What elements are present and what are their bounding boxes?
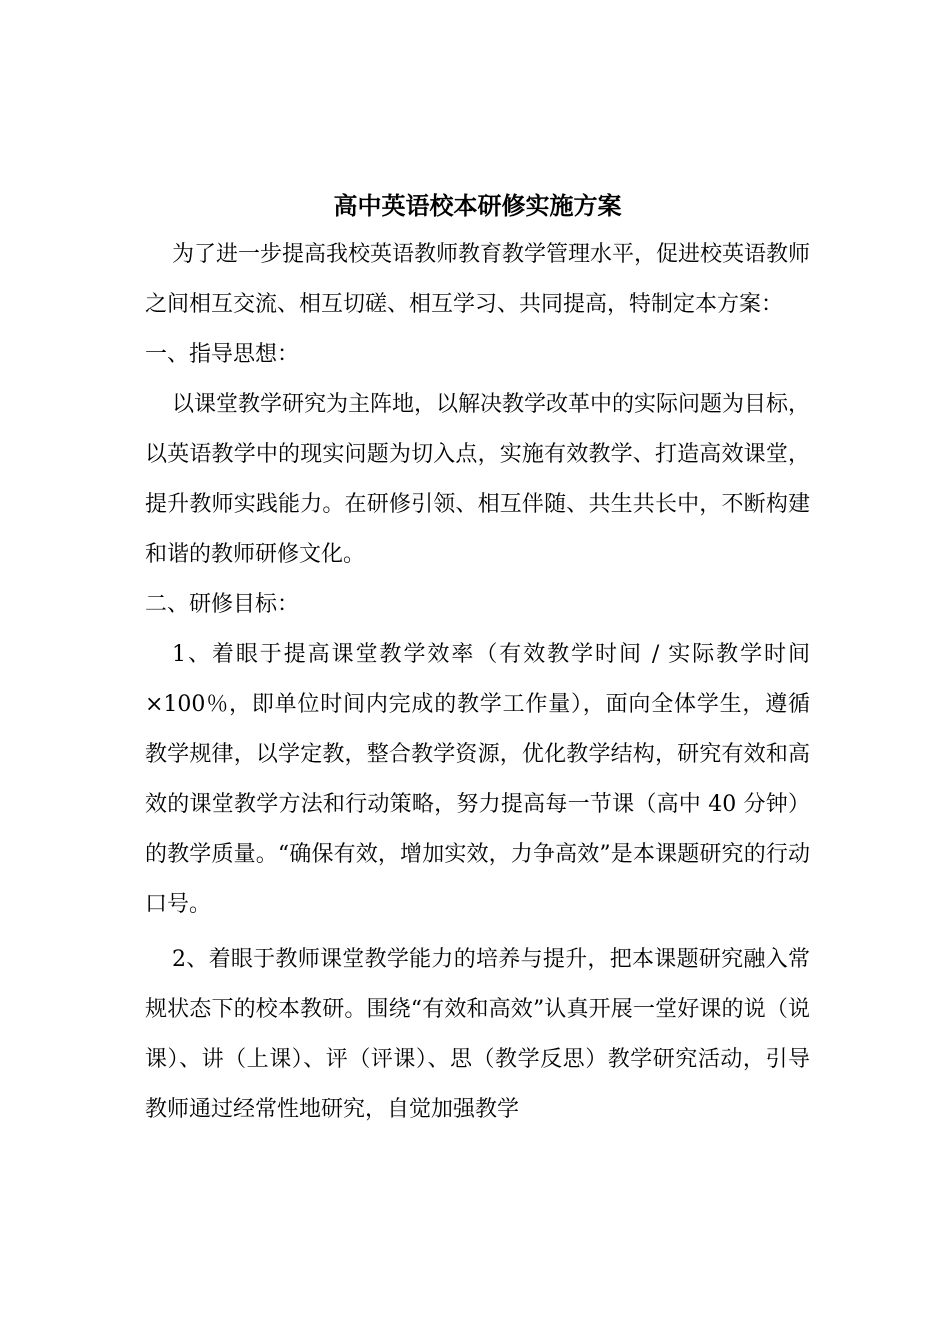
document-body bbox=[145, 184, 810, 1135]
goal-paragraph-2: 2、着眼于教师课堂教学能力的培养与提升，把本课题研究融入常规状态下的校本教研。围绕“有效和高效”认真开展一堂好课的说（说课）、讲（上课）、评（评课）、思（教学反思）教学研究活动，引导教师通过经常性地研究，自觉加强教学 bbox=[145, 947, 810, 1122]
intro-paragraph: 为了进一步提高我校英语教师教育教学管理水平，促进校英语教师之间相互交流、相互切磋、相互学习、共同提高，特制定本方案： bbox=[145, 242, 811, 317]
guiding-ideology-paragraph: 以课堂教学研究为主阵地，以解决教学改革中的实际问题为目标，以英语教学中的现实问题为切入点，实施有效教学、打造高效课堂，提升教师实践能力。在研修引领、相互伴随、共生共长中，不断构建和谐的教师研修文化。 bbox=[145, 392, 811, 567]
document-title: 高中英语校本研修实施方案 bbox=[333, 192, 622, 220]
section-heading-research-goals: 二、研修目标： bbox=[145, 592, 300, 617]
goal-paragraph-1: 1、着眼于提高课堂教学效率（有效教学时间 / 实际教学时间×100％，即单位时间内完成的教学工作量），面向全体学生，遵循教学规律，以学定教，整合教学资源，优化教学结构，研究有效和高效的课堂教学方法和行动策略，努力提高每一节课（高中 40 分钟）的教学质量。“确保有效，增加实效，力争高效”是本课题研究的行动口号。 bbox=[145, 642, 810, 917]
section-heading-guiding-ideology: 一、指导思想： bbox=[145, 342, 300, 367]
